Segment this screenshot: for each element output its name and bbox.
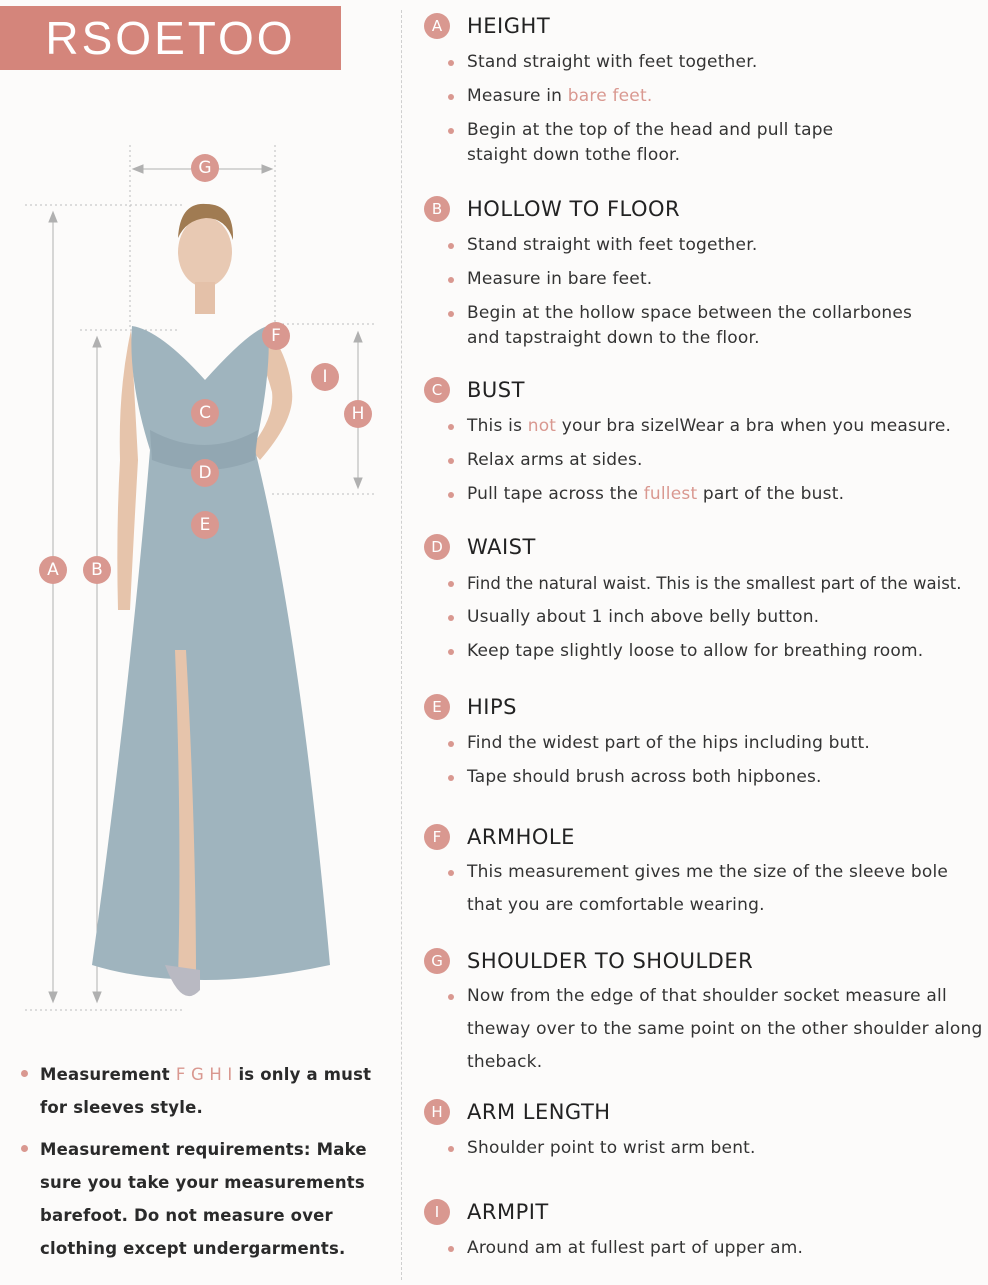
badge-d: D [424,534,450,560]
section-title: HIPS [467,695,517,719]
section-armpit [424,1197,988,1261]
section-title: ARMHOLE [467,825,575,849]
note-highlight: F G H I [175,1065,233,1084]
section-arm-length [424,1097,988,1161]
section-shoulder-to-shoulder [424,946,988,1079]
note-sleeves [18,1058,390,1124]
brand-logo: RSOETOO [0,6,341,70]
column-divider [401,10,402,1280]
list-item: Measure in bare feet. [424,267,988,292]
marker-d: D [191,459,219,487]
section-title: ARM LENGTH [467,1100,611,1124]
model-figure [0,130,400,1030]
list-item: Stand straight with feet together. [424,50,988,75]
list-item [424,414,988,439]
marker-a: A [39,556,67,584]
item-text: This is [467,416,528,436]
section-hips [424,692,988,790]
item-highlight: fullest [643,484,698,504]
list-item: Now from the edge of that shoulder socket measure all theway over to the same point on the other shoulder along theback. [424,980,987,1079]
list-item [424,482,988,507]
list-item: Tape should brush across both hipbones. [424,765,988,790]
list-item: Keep tape slightly loose to allow for breathing room. [424,639,988,664]
list-item: Stand straight with feet together. [424,233,988,258]
section-height [424,11,988,168]
marker-h: H [344,400,372,428]
list-item: Find the natural waist. This is the smallest part of the waist. [424,571,988,596]
list-item: This measurement gives me the size of the sleeve bole that you are comfortable wearing. [424,856,987,922]
item-text: Measure in [467,86,568,106]
note-requirements [18,1133,390,1265]
list-item: Begin at the top of the head and pull tape staight down tothe floor. [424,118,897,168]
section-waist [424,532,988,664]
list-item: Shoulder point to wrist arm bent. [424,1136,988,1161]
section-title: BUST [467,378,525,402]
marker-b: B [83,556,111,584]
list-item: Relax arms at sides. [424,448,988,473]
item-text: Pull tape across the [467,484,644,504]
marker-g: G [191,154,219,182]
badge-c: C [424,377,450,403]
note-text: Measurement requirements: Make sure you take your measurements barefoot. Do not measure over clothing except undergarments. [40,1140,367,1258]
section-armhole [424,822,988,922]
list-item [424,84,988,109]
measurement-notes [18,1058,390,1274]
badge-a: A [424,13,450,39]
note-text: Measurement [40,1065,176,1084]
badge-i: I [424,1199,450,1225]
badge-b: B [424,196,450,222]
section-title: HEIGHT [467,14,551,38]
marker-f: F [262,322,290,350]
list-item: Around am at fullest part of upper am. [424,1236,988,1261]
badge-f: F [424,824,450,850]
section-hollow-to-floor [424,194,988,351]
item-text: your bra sizelWear a bra when you measure. [556,416,952,436]
marker-e: E [191,511,219,539]
list-item: Find the widest part of the hips including butt. [424,731,988,756]
item-highlight: bare feet. [567,86,653,106]
list-item: Begin at the hollow space between the collarbones and tapstraight down to the floor. [424,301,927,351]
section-title: WAIST [467,535,536,559]
badge-g: G [424,948,450,974]
marker-i: I [311,363,339,391]
list-item: Usually about 1 inch above belly button. [424,605,988,630]
item-highlight: not [527,416,557,436]
section-title: HOLLOW TO FLOOR [467,197,681,221]
section-title: SHOULDER TO SHOULDER [467,949,754,973]
marker-c: C [191,399,219,427]
badge-h: H [424,1099,450,1125]
item-text: part of the bust. [697,484,845,504]
note-text: is only a must for sleeves style. [40,1065,372,1117]
section-title: ARMPIT [467,1200,549,1224]
badge-e: E [424,694,450,720]
section-bust [424,375,988,507]
